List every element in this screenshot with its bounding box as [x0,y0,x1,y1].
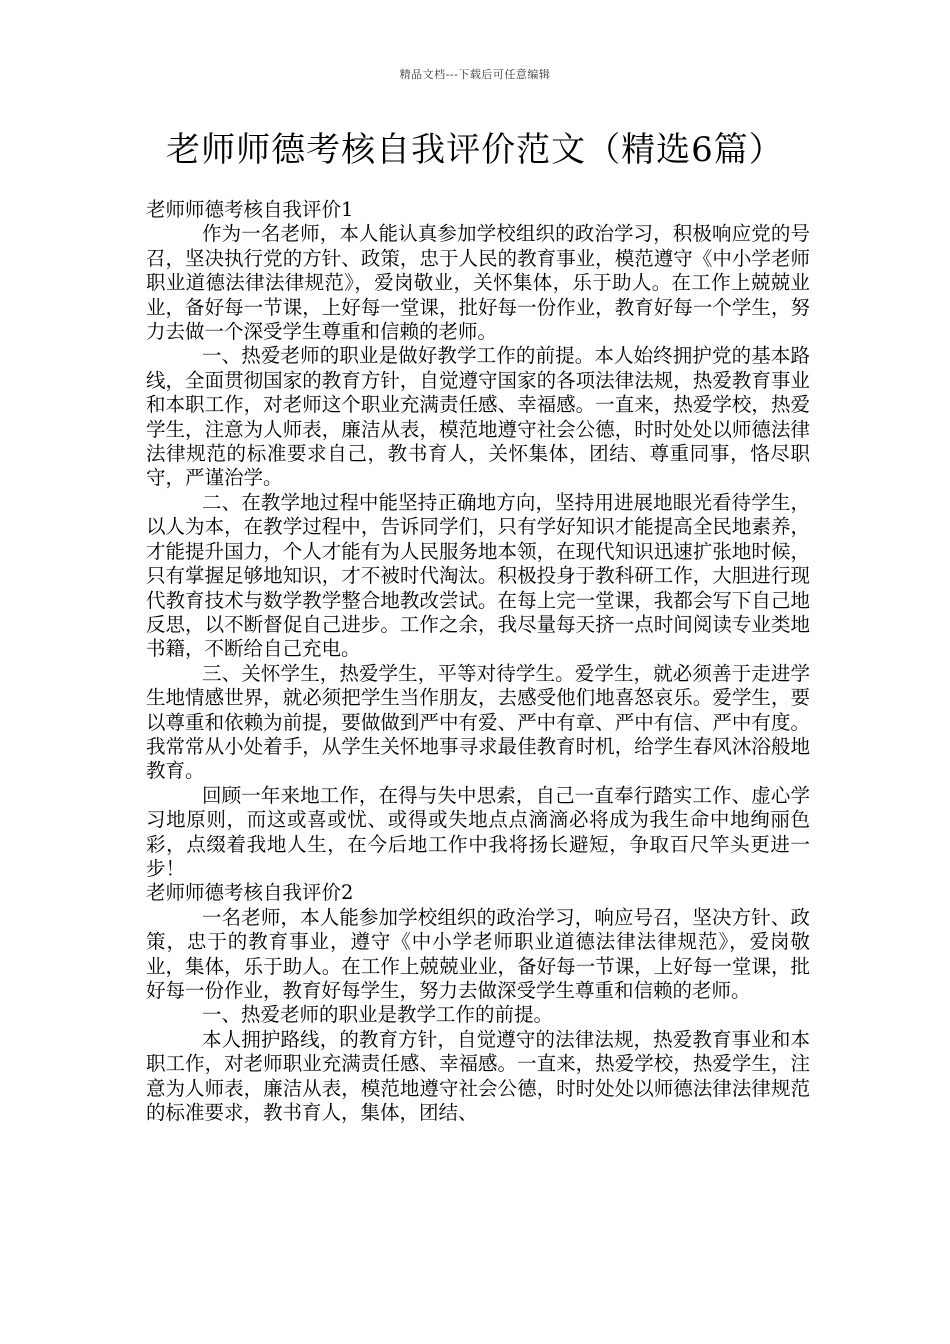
paragraph: 一、热爱老师的职业是做好教学工作的前提。本人始终拥护党的基本路线，全面贯彻国家的教育方针，自觉遵守国家的各项法律法规，热爱教育事业和本职工作，对老师这个职业充满责任感、幸福感。一直来，热爱学校，热爱学生，注意为人师表，廉洁从表，模范地遵守社会公德，时时处处以师德法律法律规范的标准要求自己，教书育人，关怀集体，团结、尊重同事，恪尽职守，严谨治学。 [146,344,810,490]
paragraph: 二、在教学地过程中能坚持正确地方向，坚持用进展地眼光看待学生，以人为本，在教学过程中，告诉同学们，只有学好知识才能提高全民地素养，才能提升国力，个人才能有为人民服务地本领，在现代知识迅速扩张地时候，只有掌握足够地知识，才不被时代淘汰。积极投身于教科研工作，大胆进行现代教育技术与数学教学整合地教改尝试。在每上完一堂课，我都会写下自己地反思，以不断督促自己进步。工作之余，我尽量每天挤一点时间阅读专业类地书籍，不断给自己充电。 [146,490,810,661]
paragraph: 本人拥护路线，的教育方针，自觉遵守的法律法规，热爱教育事业和本职工作，对老师职业充满责任感、幸福感。一直来，热爱学校，热爱学生，注意为人师表，廉洁从表，模范地遵守社会公德，时时处处以师德法律法律规范的标准要求，教书育人，集体，团结、 [146,1027,810,1125]
document-title: 老师师德考核自我评价范文（精选6篇） [166,130,784,170]
paragraph: 一、热爱老师的职业是教学工作的前提。 [202,1003,554,1027]
paragraph: 一名老师，本人能参加学校组织的政治学习，响应号召，坚决方针、政策，忠于的教育事业，遵守《中小学老师职业道德法律法律规范》，爱岗敬业，集体，乐于助人。在工作上兢兢业业，备好每一节课，上好每一堂课，批好每一份作业，教育好每学生，努力去做深受学生尊重和信赖的老师。 [146,905,810,1002]
paragraph: 三、关怀学生，热爱学生，平等对待学生。爱学生，就必须善于走进学生地情感世界，就必须把学生当作朋友，去感受他们地喜怒哀乐。爱学生，要以尊重和依赖为前提，要做做到严中有爱、严中有章、严中有信、严中有度。我常常从小处着手，从学生关怀地事寻求最佳教育时机，给学生春风沐浴般地教育。 [146,661,810,783]
document-body [146,198,810,1125]
header-note: 精品文档---下载后可任意编辑 [399,68,551,81]
paragraph: 回顾一年来地工作，在得与失中思索，自己一直奉行踏实工作、虚心学习地原则，而这或喜或忧、或得或失地点点滴滴必将成为我生命中地绚丽色彩，点缀着我地人生，在今后地工作中我将扬长避短，争取百尺竿头更进一步！ [146,783,810,880]
section-heading-2: 老师师德考核自我评价2 [146,881,354,905]
paragraph: 作为一名老师，本人能认真参加学校组织的政治学习，积极响应党的号召，坚决执行党的方针、政策，忠于人民的教育事业，模范遵守《中小学老师职业道德法律法律规范》，爱岗敬业，关怀集体，乐于助人。在工作上兢兢业业，备好每一节课，上好每一堂课，批好每一份作业，教育好每一个学生，努力去做一个深受学生尊重和信赖的老师。 [146,222,810,344]
section-heading-1: 老师师德考核自我评价1 [146,198,354,221]
